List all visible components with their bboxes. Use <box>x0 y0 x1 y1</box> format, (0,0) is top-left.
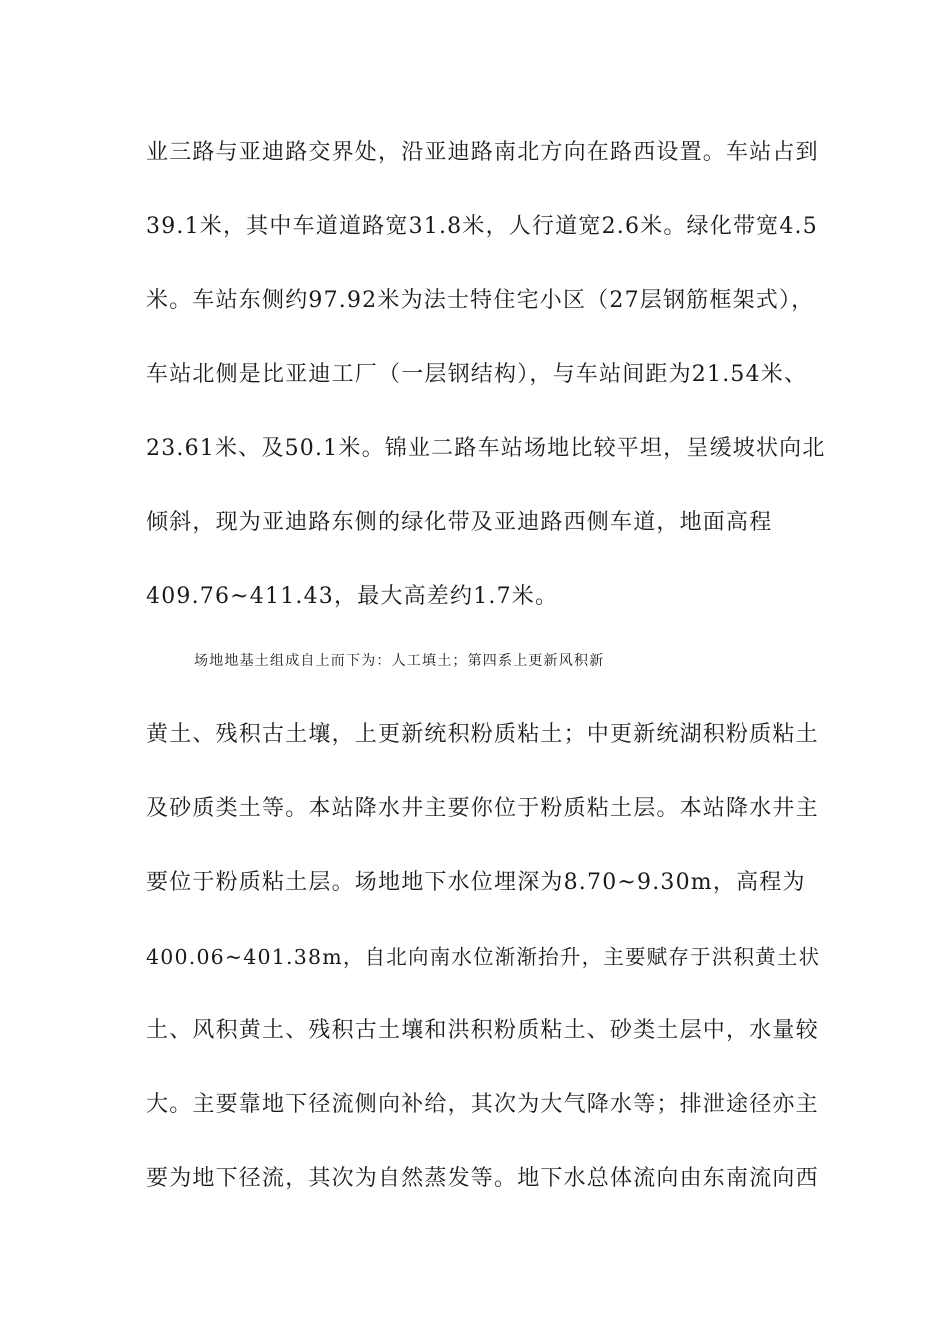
text-line: 及砂质类土等。本站降水井主要你位于粉质粘土层。本站降水井主 <box>146 796 819 821</box>
text-line: 大。主要靠地下径流侧向补给，其次为大气降水等；排泄途径亦主 <box>146 1092 819 1117</box>
text-line: 倾斜，现为亚迪路东侧的绿化带及亚迪路西侧车道，地面高程 <box>146 510 773 535</box>
text-line: 车站北侧是比亚迪工厂（一层钢结构），与车站间距为21.54米、 <box>146 362 808 387</box>
paragraph-first-line: 场地地基土组成自上而下为：人工填土；第四系上更新风积新 <box>194 653 605 669</box>
text-line: 要位于粉质粘土层。场地地下水位埋深为8.70~9.30m，高程为 <box>146 870 806 895</box>
text-line: 米。车站东侧约97.92米为法士特住宅小区（27层钢筋框架式）， <box>146 288 815 313</box>
text-line: 要为地下径流，其次为自然蒸发等。地下水总体流向由东南流向西 <box>146 1166 819 1191</box>
text-line: 23.61米、及50.1米。锦业二路车站场地比较平坦，呈缓坡状向北 <box>146 436 826 461</box>
text-line: 黄土、残积古土壤，上更新统积粉质粘土；中更新统湖积粉质粘土 <box>146 722 819 747</box>
text-line: 土、风积黄土、残积古土壤和洪积粉质粘土、砂类土层中，水量较 <box>146 1018 819 1043</box>
text-line: 409.76~411.43，最大高差约1.7米。 <box>146 584 559 609</box>
text-line: 39.1米，其中车道道路宽31.8米，人行道宽2.6米。绿化带宽4.5 <box>146 214 818 239</box>
text-line: 400.06~401.38m，自北向南水位渐渐抬升，主要赋存于洪积黄土状 <box>146 945 821 969</box>
text-line: 业三路与亚迪路交界处，沿亚迪路南北方向在路西设置。车站占到 <box>146 140 819 165</box>
